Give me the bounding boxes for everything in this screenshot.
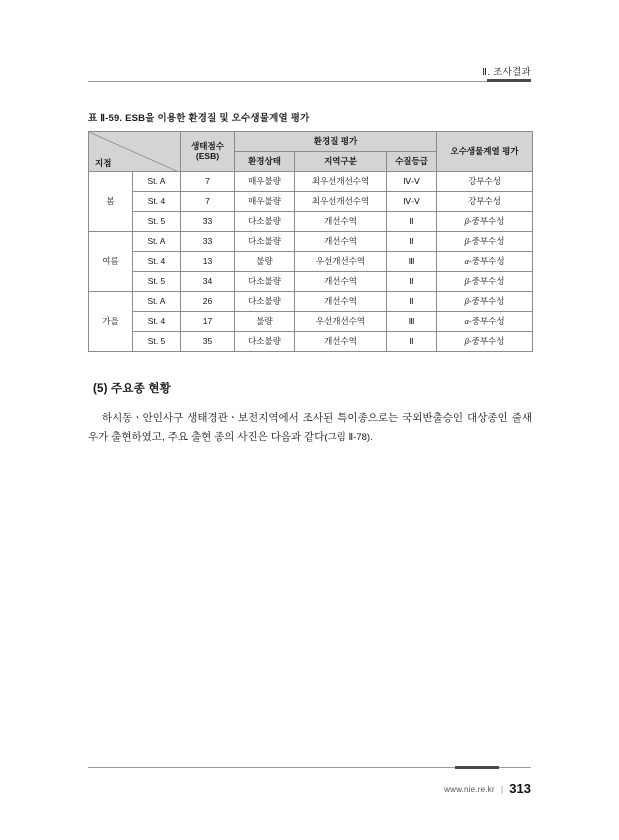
table-row	[89, 272, 533, 292]
table-header-esb-line1: 생태점수	[191, 140, 224, 151]
cell-station: St. 5	[133, 212, 181, 232]
table-header-region: 지역구분	[295, 152, 387, 172]
cell-season: 가을	[89, 292, 133, 352]
section-heading: (5) 주요종 현황	[93, 383, 171, 395]
cell-env-state: 불량	[235, 312, 295, 332]
footer-separator: |	[500, 785, 504, 794]
cell-water-grade: Ⅳ-Ⅴ	[387, 172, 437, 192]
cell-saprobic: 강부수성	[437, 192, 533, 212]
cell-saprobic: β-중부수성	[437, 332, 533, 352]
cell-station: St. A	[133, 232, 181, 252]
cell-env-state: 다소불량	[235, 272, 295, 292]
table-row	[89, 192, 533, 212]
table-row	[89, 292, 533, 312]
table-caption: 표 Ⅱ-59. ESB을 이용한 환경질 및 오수생물계열 평가	[88, 113, 310, 124]
paragraph-text: 하시동ㆍ안인사구 생태경관ㆍ보전지역에서 조사된 특이종으로는 국외반출승인 대상종인 줄새우가 출현하였고, 주요 출현 종의 사진은 다음과 같다	[88, 412, 532, 444]
cell-saprobic: β-중부수성	[437, 212, 533, 232]
page-number: 313	[509, 781, 531, 796]
page-footer	[88, 781, 531, 796]
greek-letter: β	[464, 295, 469, 306]
cell-esb: 34	[181, 272, 235, 292]
cell-env-state: 다소불량	[235, 332, 295, 352]
cell-region: 개선수역	[295, 212, 387, 232]
footer-divider-accent	[455, 766, 499, 769]
cell-saprobic: β-중부수성	[437, 292, 533, 312]
cell-saprobic: β-중부수성	[437, 232, 533, 252]
greek-letter: α	[464, 255, 469, 266]
cell-esb: 13	[181, 252, 235, 272]
paragraph-reference: (그림 Ⅱ-78).	[324, 432, 373, 444]
cell-saprobic: β-중부수성	[437, 272, 533, 292]
table-header-point-label: 지점	[95, 158, 112, 169]
cell-env-state: 다소불량	[235, 212, 295, 232]
footer-site: www.nie.re.kr	[444, 785, 495, 794]
cell-water-grade: Ⅲ	[387, 312, 437, 332]
table-row	[89, 212, 533, 232]
cell-region: 최우선개선수역	[295, 172, 387, 192]
body-paragraph	[88, 409, 532, 448]
table-header-point	[89, 132, 181, 172]
cell-saprobic: α-중부수성	[437, 252, 533, 272]
cell-station: St. 5	[133, 272, 181, 292]
cell-station: St. 4	[133, 252, 181, 272]
cell-station: St. A	[133, 172, 181, 192]
cell-station: St. 5	[133, 332, 181, 352]
cell-season: 여름	[89, 232, 133, 292]
table-header-esb-line2: (ESB)	[195, 150, 220, 161]
cell-env-state: 다소불량	[235, 232, 295, 252]
table-header-esb	[181, 132, 235, 172]
cell-water-grade: Ⅱ	[387, 232, 437, 252]
greek-letter: β	[464, 215, 469, 226]
cell-env-state: 매우불량	[235, 172, 295, 192]
table-row	[89, 232, 533, 252]
cell-station: St. 4	[133, 192, 181, 212]
table-row	[89, 252, 533, 272]
cell-esb: 35	[181, 332, 235, 352]
cell-water-grade: Ⅱ	[387, 272, 437, 292]
table-header-env-state: 환경상태	[235, 152, 295, 172]
greek-letter: β	[464, 335, 469, 346]
table-header-water-grade: 수질등급	[387, 152, 437, 172]
running-head: Ⅱ. 조사결과	[482, 67, 531, 78]
cell-region: 개선수역	[295, 232, 387, 252]
cell-region: 개선수역	[295, 272, 387, 292]
header-divider-accent	[487, 79, 531, 82]
greek-letter: α	[464, 315, 469, 326]
table-header-row-1	[89, 132, 533, 152]
table-container	[88, 131, 532, 352]
cell-env-state: 매우불량	[235, 192, 295, 212]
cell-esb: 17	[181, 312, 235, 332]
header-divider	[88, 81, 531, 82]
table-row	[89, 312, 533, 332]
cell-esb: 33	[181, 232, 235, 252]
table-row	[89, 332, 533, 352]
cell-region: 개선수역	[295, 292, 387, 312]
cell-water-grade: Ⅲ	[387, 252, 437, 272]
table-header-saprobic: 오수생물계열 평가	[437, 132, 533, 172]
cell-water-grade: Ⅱ	[387, 332, 437, 352]
cell-esb: 26	[181, 292, 235, 312]
table-body	[89, 172, 533, 352]
cell-region: 개선수역	[295, 332, 387, 352]
cell-region: 우선개선수역	[295, 252, 387, 272]
cell-esb: 7	[181, 172, 235, 192]
esb-assessment-table	[88, 131, 533, 352]
cell-station: St. A	[133, 292, 181, 312]
cell-env-state: 다소불량	[235, 292, 295, 312]
cell-region: 최우선개선수역	[295, 192, 387, 212]
table-row	[89, 172, 533, 192]
page-header	[88, 62, 531, 80]
greek-letter: β	[464, 235, 469, 246]
cell-esb: 7	[181, 192, 235, 212]
cell-env-state: 불량	[235, 252, 295, 272]
cell-saprobic: 강부수성	[437, 172, 533, 192]
cell-saprobic: α-중부수성	[437, 312, 533, 332]
cell-station: St. 4	[133, 312, 181, 332]
cell-season: 봄	[89, 172, 133, 232]
table-head	[89, 132, 533, 172]
cell-water-grade: Ⅱ	[387, 212, 437, 232]
table-header-env-group: 환경질 평가	[235, 132, 437, 152]
cell-water-grade: Ⅱ	[387, 292, 437, 312]
greek-letter: β	[464, 275, 469, 286]
cell-esb: 33	[181, 212, 235, 232]
cell-region: 우선개선수역	[295, 312, 387, 332]
cell-water-grade: Ⅳ-Ⅴ	[387, 192, 437, 212]
